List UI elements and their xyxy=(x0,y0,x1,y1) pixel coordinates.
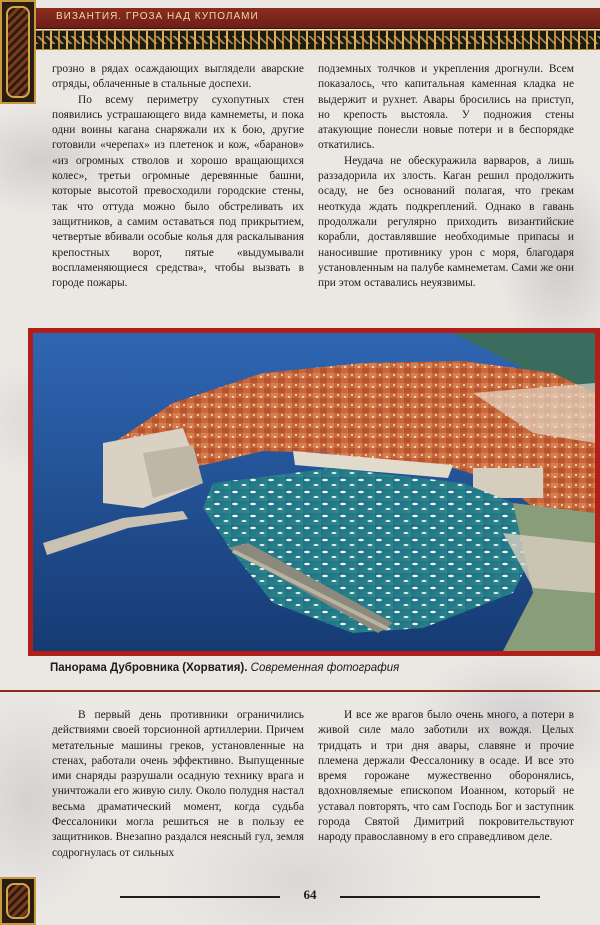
footer-rule-left xyxy=(120,896,280,898)
caption-subtitle: Современная фотография xyxy=(250,662,400,674)
celtic-knot-ornament-icon xyxy=(0,0,36,104)
paragraph: По всему периметру сухопутных стен появились устрашающего вида камнеметы, и пока одни воины кагана снаряжали их к бою, другие готовили «черепах» из плетенок и кож, «баранов» «из огромных стволов и хорошо вращающихся колес», третьи огромные деревянные башни, которые высотой превосходили городские стены, так что оттуда можно было обстреливать их защитников, а самим оставаться под прикрытием, четвертые вбивали особые колья для раскалывания крепостных ворот, пятые «выдумывали воспламеняющиеся средства», чтобы вызвать в городе пожары. xyxy=(52,93,304,290)
caption-divider xyxy=(0,690,600,692)
text-column-bottom-right xyxy=(318,708,574,846)
paragraph: В первый день противники ограничились действиями своей торсионной артиллерии. Причем метательные машины греков, установленные на стенах, работали очень эффективно. Выпущенные ими снаряды разрушали осадную технику врага и уничтожали его живую силу. Около полудня настал весьма драматический момент, когда судьба Фессалоники могла решиться не в пользу ее защитников. Внезапно раздался неясный гул, земля содрогнулась от сильных xyxy=(52,709,304,859)
dubrovnik-illustration xyxy=(33,333,595,651)
caption-title: Панорама Дубровника (Хорватия). xyxy=(50,662,248,674)
page-header xyxy=(0,0,600,58)
running-title: ВИЗАНТИЯ. ГРОЗА НАД КУПОЛАМИ xyxy=(56,11,259,22)
footer-rule-right xyxy=(340,896,540,898)
page-number: 64 xyxy=(303,887,317,902)
text-column-top-left xyxy=(52,62,304,291)
ornamental-border xyxy=(36,30,600,50)
running-title-bar xyxy=(36,8,600,29)
paragraph: подземных толчков и укрепления дрогнули. Всем показалось, что капитальная каменная кладка не выдержит и рухнет. Авары бросились на приступ, но крепость выстояла. У подножия стены атакующие понесли новые потери и в беспорядке откатились. xyxy=(318,63,574,152)
celtic-knot-ornament-bottom-icon xyxy=(0,877,36,925)
photo-caption xyxy=(50,662,570,674)
dubrovnik-panorama-photo xyxy=(33,333,595,651)
paragraph: Неудача не обескуражила варваров, а лишь раззадорила их злость. Каган решил продолжить осаду, не без оснований полагая, что грекам неоткуда ждать подкреплений. Однако в гавань продолжали регулярно приходить византийские корабли, доставлявшие необходимые припасы и наносившие противнику урон с моря, благодаря установленным на палубе камнеметам. Сами же они при этом оставались неуязвимы. xyxy=(318,154,574,290)
paragraph: И все же врагов было очень много, а потери в живой силе мало заботили их вождя. Целых тридцать и три дня авары, славяне и прочие племена держали Фессалонику в осаде. И все это время горожане мужественно оборонялись, вдохновляемые епископом Иоанном, который не уставал повторять, что сам Господь Бог и заступник города Святой Димитрий покровительствуют народу православному в его справедливом деле. xyxy=(318,709,574,844)
photo-frame xyxy=(28,328,600,656)
text-column-bottom-left xyxy=(52,708,304,861)
paragraph: грозно в рядах осаждающих выглядели аварские отряды, облаченные в стальные доспехи. xyxy=(52,63,304,91)
text-column-top-right xyxy=(318,62,574,291)
